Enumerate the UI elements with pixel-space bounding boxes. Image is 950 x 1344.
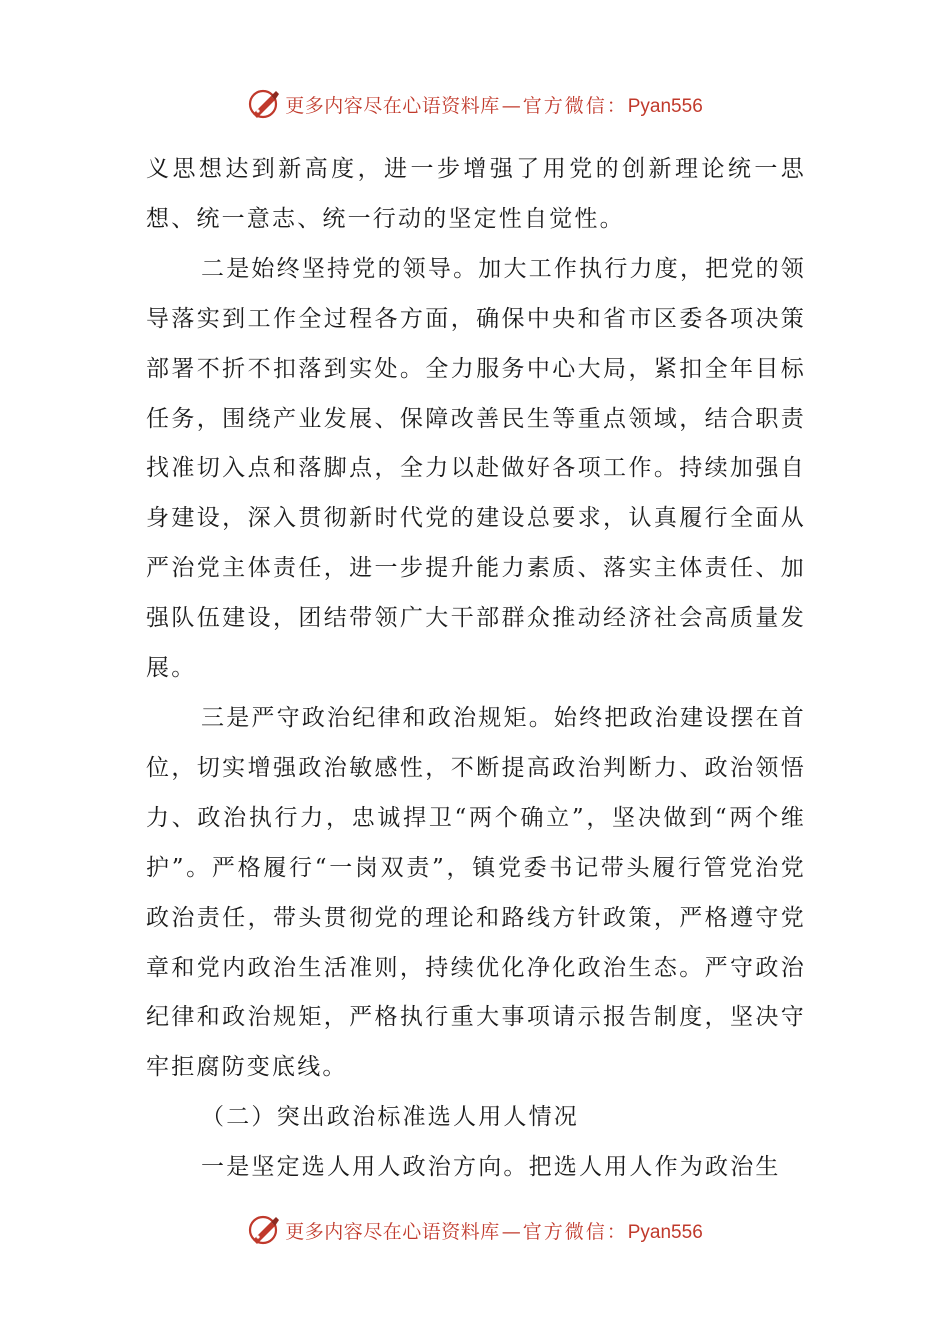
document-body: [146, 145, 806, 1193]
watermark-wechat-id: Pyan556: [627, 95, 703, 117]
watermark-brand: 更多内容尽在心语资料库: [285, 94, 500, 117]
watermark-dash: —: [501, 94, 521, 117]
header-watermark: [0, 84, 950, 124]
paragraph-3: 三是严守政治纪律和政治规矩。始终把政治建设摆在首位，切实增强政治敏感性，不断提高政治判断力、政治领悟力、政治执行力，忠诚捍卫“两个确立”，坚决做到“两个维护”。严格履行“一岗双责”，镇党委书记带头履行管党治党政治责任，带头贯彻党的理论和路线方针政策，严格遵守党章和党内政治生活准则，持续优化净化政治生态。严守政治纪律和政治规矩，严格执行重大事项请示报告制度，坚决守牢拒腐防变底线。: [146, 704, 806, 1081]
watermark-label: 官方微信：: [522, 94, 628, 117]
watermark-label: 官方微信：: [522, 1220, 628, 1243]
paragraph-2: 二是始终坚持党的领导。加大工作执行力度，把党的领导落实到工作全过程各方面，确保中央和省市区委各项决策部署不折不扣落到实处。全力服务中心大局，紧扣全年目标任务，围绕产业发展、保障改善民生等重点领域，结合职责找准切入点和落脚点，全力以赴做好各项工作。持续加强自身建设，深入贯彻新时代党的建设总要求，认真履行全面从严治党主体责任，进一步提升能力素质、落实主体责任、加强队伍建设，团结带领广大干部群众推动经济社会高质量发展。: [146, 255, 806, 682]
section-heading: （二）突出政治标准选人用人情况: [201, 1104, 579, 1131]
watermark-wechat-id: Pyan556: [627, 1221, 703, 1243]
watermark-dash: —: [501, 1220, 521, 1243]
pen-logo-icon: [247, 1213, 281, 1247]
pen-logo-icon: [247, 87, 281, 121]
paragraph-1: 义思想达到新高度，进一步增强了用党的创新理论统一思想、统一意志、统一行动的坚定性自觉性。: [146, 156, 806, 232]
footer-watermark: [0, 1210, 950, 1250]
watermark-brand: 更多内容尽在心语资料库: [285, 1220, 500, 1243]
paragraph-4: 一是坚定选人用人政治方向。把选人用人作为政治生: [201, 1154, 781, 1181]
